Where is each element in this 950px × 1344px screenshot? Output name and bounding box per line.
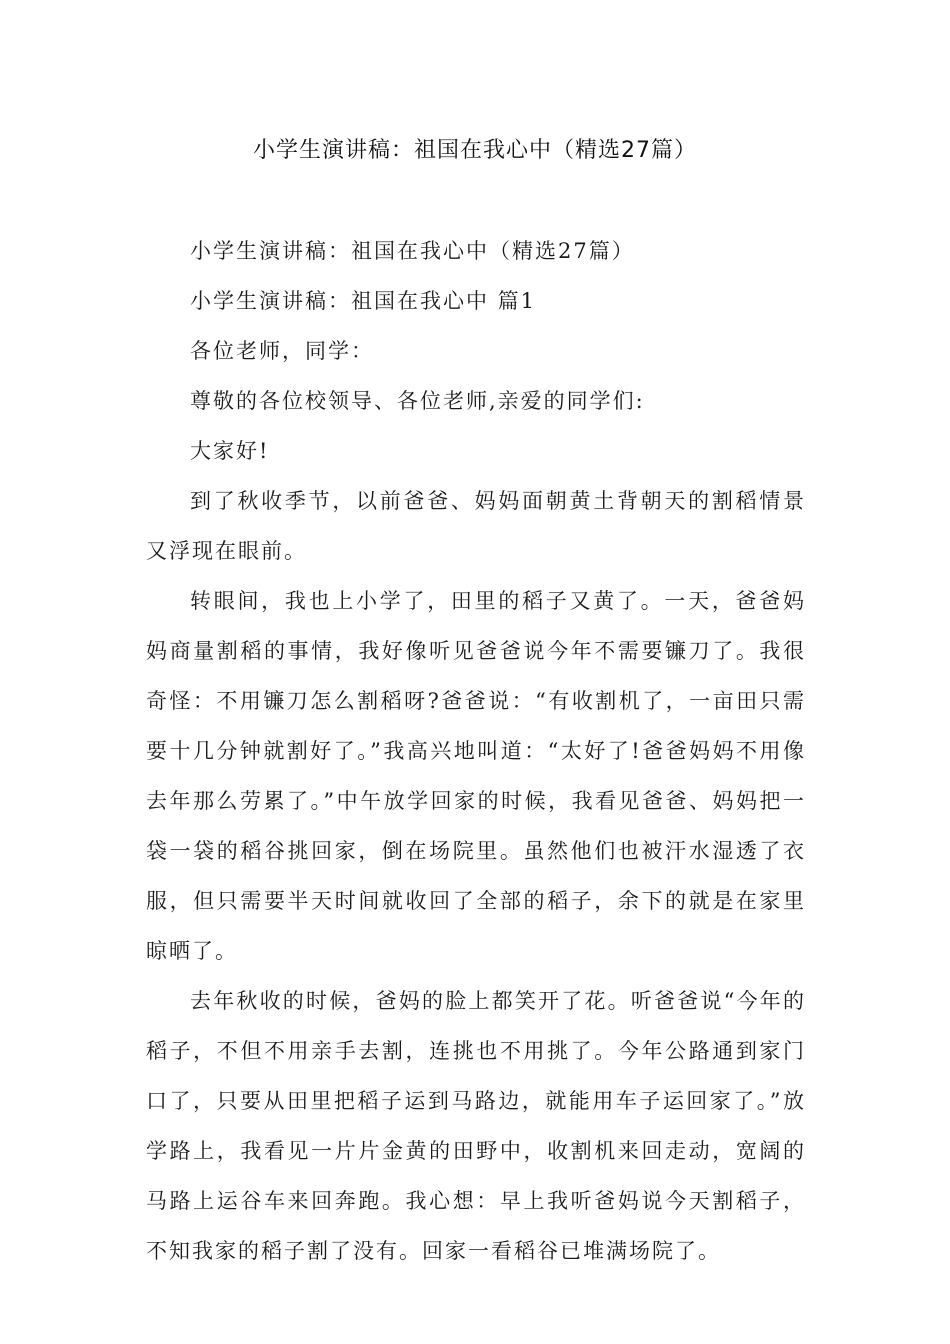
- section-heading: 小学生演讲稿：祖国在我心中 篇1: [190, 289, 537, 313]
- subtitle-line: 小学生演讲稿：祖国在我心中（精选27篇）: [190, 239, 635, 263]
- paragraph: 去年秋收的时候，爸妈的脸上都笑开了花。听爸爸说“今年的稻子，不但不用亲手去割，连挑也不用挑了。今年公路通到家门口了，只要从田里把稻子运到马路边，就能用车子运回家了。”放学路上，我看见一片片金黄的田野中，收割机来回走动，宽阔的马路上运谷车来回奔跑。我心想：早上我听爸妈说今天割稻子，不知我家的稻子割了没有。回家一看稻谷已堆满场院了。: [146, 989, 806, 1263]
- opening-line: 大家好!: [190, 439, 270, 463]
- document-title: 小学生演讲稿：祖国在我心中（精选27篇）: [253, 138, 697, 163]
- salutation-line: 各位老师，同学：: [190, 339, 374, 363]
- paragraph: 到了秋收季节，以前爸爸、妈妈面朝黄土背朝天的割稻情景又浮现在眼前。: [146, 489, 806, 563]
- paragraph: 转眼间，我也上小学了，田里的稻子又黄了。一天，爸爸妈妈商量割稻的事情，我好像听见爸爸说今年不需要镰刀了。我很奇怪：不用镰刀怎么割稻呀?爸爸说：“有收割机了，一亩田只需要十几分钟就割好了。”我高兴地叫道：“太好了!爸爸妈妈不用像去年那么劳累了。”中午放学回家的时候，我看见爸爸、妈妈把一袋一袋的稻谷挑回家，倒在场院里。虽然他们也被汗水湿透了衣服，但只需要半天时间就收回了全部的稻子，余下的就是在家里晾晒了。: [146, 589, 806, 963]
- greeting-line: 尊敬的各位校领导、各位老师,亲爱的同学们:: [190, 389, 645, 413]
- document-body: [146, 226, 806, 1276]
